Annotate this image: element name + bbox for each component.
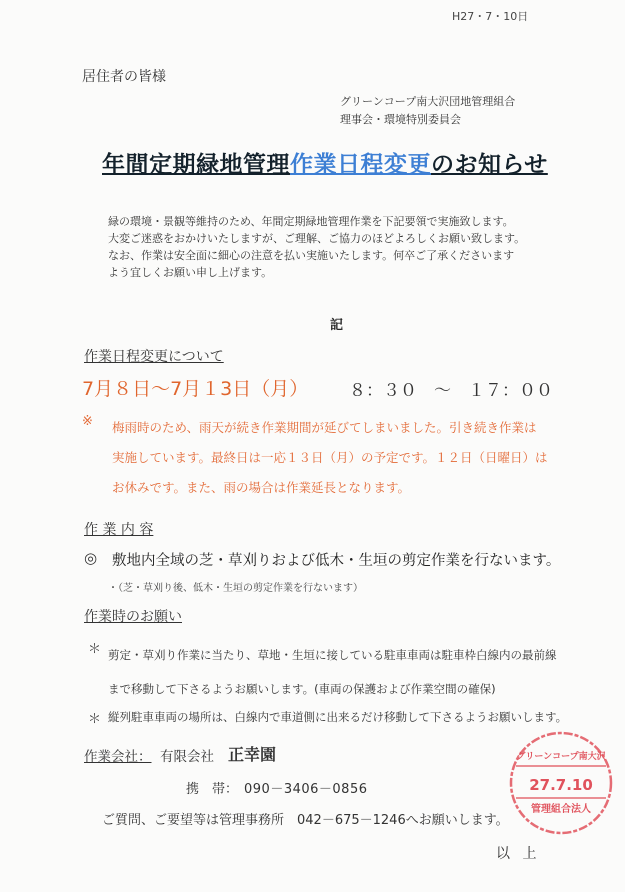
addressee: 居住者の皆様 [82,69,166,85]
schedule-note [112,413,548,503]
stamp-date-text: 27.7.10 [529,776,593,794]
request-mark: ＊ [88,712,102,727]
intro-paragraph [108,213,525,281]
company-name: 正幸園 [228,745,277,764]
mobile-number: 090－3406－0856 [244,782,368,797]
title-part-main: 年間定期緑地管理 [102,152,290,178]
note-mark: ※ [82,414,93,429]
issue-date: H27・7・10日 [452,10,529,23]
requests-heading: 作業時のお願い [84,609,182,625]
mobile-label: 携 帯： [186,782,239,797]
request-line: 剪定・草刈り作業に当たり、草地・生垣に接している駐車車両は駐車枠白線内の最前線 [108,648,557,662]
note-line: お休みです。また、雨の場合は作業延長となります。 [112,480,411,495]
work-description: 敷地内全域の芝・草刈りおよび低木・生垣の剪定作業を行ないます。 [112,553,561,569]
company-label: 作業会社： [84,749,152,765]
notice-title [102,146,548,179]
stamp-org-text: グリーンコープ南大沢 [516,752,606,762]
intro-line: 緑の環境・景観等維持のため、年間定期緑地管理作業を下記要領で実施致します。 [108,215,514,228]
note-line: 実施しています。最終日は一応１３日（月）の予定です。１２日（日曜日）は [112,450,548,465]
title-part-end: のお知らせ [431,152,548,178]
ki-marker: 記 [330,318,344,333]
work-subnote: ・（芝・草刈り後、低木・生垣の剪定作業を行ないます） [108,583,363,594]
request-item [108,638,557,706]
schedule-time: ８：３０ ～ １７：００ [349,381,553,401]
closing-mark: 以 上 [496,846,541,862]
intro-line: よう宜しくお願い申し上げます。 [108,266,273,279]
contact-info: ご質問、ご要望等は管理事務所 042－675－1246へお願いします。 [102,813,509,828]
note-line: 梅雨時のため、雨天が続き作業期間が延びてしまいました。引き続き作業は [112,420,537,435]
issuer-organization: グリーンコープ南大沢団地管理組合 [340,95,516,108]
approval-stamp [508,728,614,838]
request-item: 縦列駐車車両の場所は、白線内で車道側に出来るだけ移動して下さるようお願いします。 [108,710,568,724]
intro-line: 大変ご迷惑をおかけいたしますが、ご理解、ご協力のほどよろしくお願い致します。 [108,232,526,245]
company-type: 有限会社 [160,749,214,765]
schedule-dates: 7月８日～7月１3日（月） [82,378,309,400]
issuer-committee: 理事会・環境特別委員会 [340,113,461,126]
request-mark: ＊ [88,642,102,657]
intro-line: なお、作業は安全面に細心の注意を払い実施いたします。何卒ご了承くださいます [108,249,515,262]
request-line: まで移動して下さるようお願いします。(車両の保護および作業空間の確保) [108,682,496,696]
bullet-mark: ◎ [84,549,98,567]
title-part-highlight: 作業日程変更 [290,152,431,178]
schedule-heading: 作業日程変更について [84,349,224,365]
work-heading: 作 業 内 容 [84,522,154,538]
stamp-corp-text: 管理組合法人 [531,804,591,815]
